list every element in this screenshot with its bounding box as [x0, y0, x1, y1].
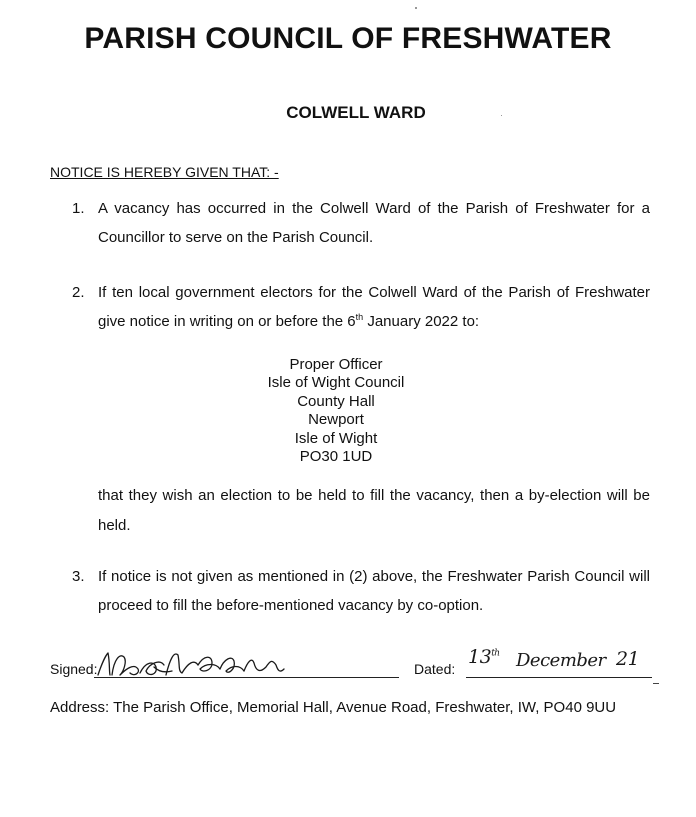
- handwritten-signature: [94, 645, 294, 681]
- proper-officer-address: [0, 356, 672, 466]
- date-day-suffix: th: [491, 648, 500, 659]
- address-line: Isle of Wight Council: [267, 374, 405, 392]
- address-line: Newport: [308, 411, 364, 429]
- handwritten-date-month: December: [516, 650, 606, 671]
- item-number: 1.: [72, 200, 85, 217]
- item-text-part: January 2022 to:: [363, 313, 480, 330]
- scan-speck: [415, 7, 417, 9]
- notice-item-1: [72, 194, 650, 252]
- item-text: A vacancy has occurred in the Colwell Ward of the Parish of Freshwater for a Councillor to serve on the Parish Council.: [98, 200, 650, 246]
- address-line: County Hall: [297, 392, 375, 410]
- handwritten-date-year: 21: [616, 648, 640, 670]
- notice-item-2: [72, 278, 650, 336]
- address-line: PO30 1UD: [299, 448, 373, 466]
- scan-speck: [501, 115, 502, 116]
- ordinal-suffix: th: [355, 312, 364, 322]
- item-number: 2.: [72, 284, 85, 301]
- signed-label: Signed:: [50, 661, 98, 677]
- parish-office-address: Address: The Parish Office, Memorial Hall, Avenue Road, Freshwater, IW, PO40 9UU: [50, 699, 617, 716]
- address-line: Isle of Wight: [294, 429, 378, 447]
- item-text: If notice is not given as mentioned in (2) above, the Freshwater Parish Council will proceed to fill the before-mentioned vacancy by co-option.: [98, 568, 650, 614]
- handwritten-date-day: [468, 646, 500, 668]
- signature-line: [94, 677, 399, 678]
- item-text-part: If ten local government electors for the Colwell Ward of the Parish of Freshwater give notice in writing on or before the 6: [98, 284, 650, 330]
- item-number: 3.: [72, 568, 85, 585]
- date-line: [466, 677, 652, 678]
- dated-label: Dated:: [414, 661, 456, 677]
- notice-heading: NOTICE IS HEREBY GIVEN THAT: -: [50, 164, 279, 180]
- date-day: 13: [468, 646, 492, 668]
- notice-item-3: [72, 562, 650, 620]
- ward-heading: COLWELL WARD: [286, 103, 426, 122]
- document-title: PARISH COUNCIL OF FRESHWATER: [84, 22, 612, 55]
- date-line-tick: [653, 683, 659, 684]
- item-text: [98, 278, 650, 336]
- item-2-continuation: that they wish an election to be held to fill the vacancy, then a by-election will be held.: [98, 487, 650, 534]
- handwritten-date: [466, 642, 656, 676]
- address-line: Proper Officer: [289, 356, 383, 373]
